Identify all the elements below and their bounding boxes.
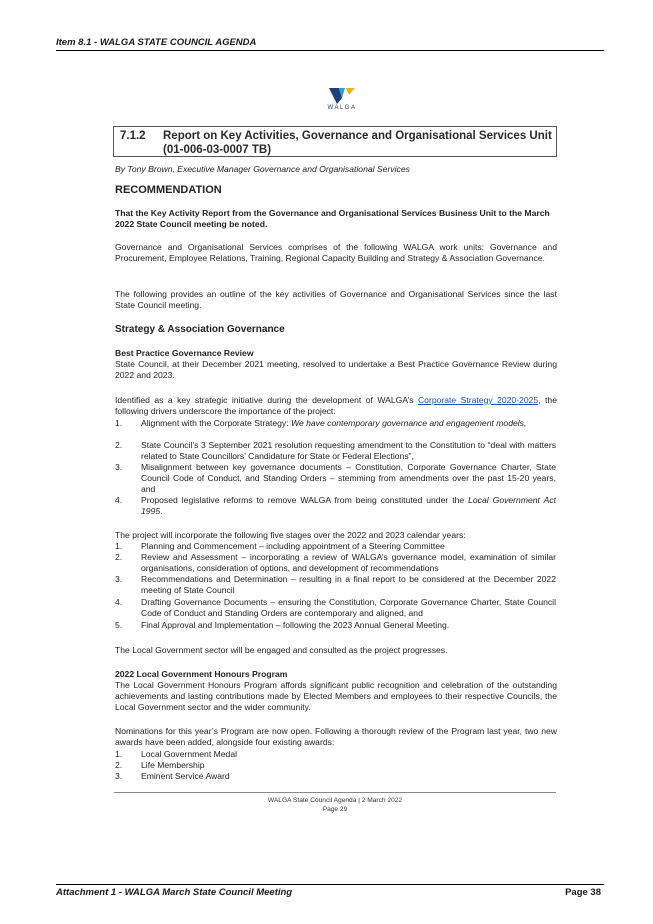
nominations-paragraph: Nominations for this year’s Program are now open. Following a thorough review of the Program last year, two new awards have been added, alongside four existing awards: <box>115 726 557 747</box>
agenda-footer-title: WALGA State Council Agenda | 2 March 2022 <box>267 797 403 804</box>
report-title: Report on Key Activities, Governance and Organisational Services Unit <box>163 130 552 142</box>
engagement-paragraph: The Local Government sector will be engaged and consulted as the project progresses. <box>115 645 448 655</box>
drivers-intro-text: Identified as a key strategic initiative during the development of WALGA’s <box>115 395 418 405</box>
corporate-strategy-link[interactable]: Corporate Strategy 2020-2025 <box>417 395 539 405</box>
section-heading-strategy: Strategy & Association Governance <box>115 324 285 335</box>
logo-wordmark: WALGA <box>327 105 357 111</box>
report-number: 7.1.2 <box>120 130 146 142</box>
walga-logo-icon <box>329 88 355 104</box>
drivers-intro <box>115 395 557 417</box>
bottom-divider <box>56 884 604 885</box>
walga-logo <box>322 88 362 118</box>
recommendation-text: That the Key Activity Report from the Governance and Organisational Services Business Unit to the March 2022 State Council meeting be noted. <box>115 208 550 229</box>
outline-paragraph: The following provides an outline of the key activities of Governance and Organisational Services since the last State Council meeting. <box>115 289 557 310</box>
report-byline: By Tony Brown, Executive Manager Governance and Organisational Services <box>115 164 410 174</box>
intro-paragraph: Governance and Organisational Services comprises of the following WALGA work units: Governance and Procurement, Employee Relations, Training, Regional Capacity Building and Strategy & Association Governance. <box>115 242 557 263</box>
drivers-intro-tail: , the following drivers underscore the importance of the project: <box>115 395 557 416</box>
agenda-page-number: Page 29 <box>322 806 348 813</box>
report-title-box <box>113 126 557 157</box>
attachment-page-number: Page 38 <box>565 887 601 898</box>
report-file-reference: (01-006-03-0007 TB) <box>163 144 272 156</box>
stages-intro: The project will incorporate the following five stages over the 2022 and 2023 calendar years: <box>115 530 466 540</box>
agenda-item-header: Item 8.1 - WALGA STATE COUNCIL AGENDA <box>56 37 604 51</box>
page-footer-divider <box>114 792 556 793</box>
subheading-best-practice: Best Practice Governance Review <box>115 348 254 358</box>
best-practice-paragraph: State Council, at their December 2021 meeting, resolved to undertake a Best Practice Governance Review during 2022 and 2023. <box>115 359 557 380</box>
subheading-honours: 2022 Local Government Honours Program <box>115 669 288 679</box>
recommendation-heading: RECOMMENDATION <box>115 184 222 196</box>
honours-paragraph: The Local Government Honours Program affords significant public recognition and celebration of the outstanding achievements and lasting contributions made by Elected Members and employees to their respective Councils, the Local Government sector and the wider community. <box>115 680 557 712</box>
attachment-label: Attachment 1 - WALGA March State Council Meeting <box>56 887 293 898</box>
